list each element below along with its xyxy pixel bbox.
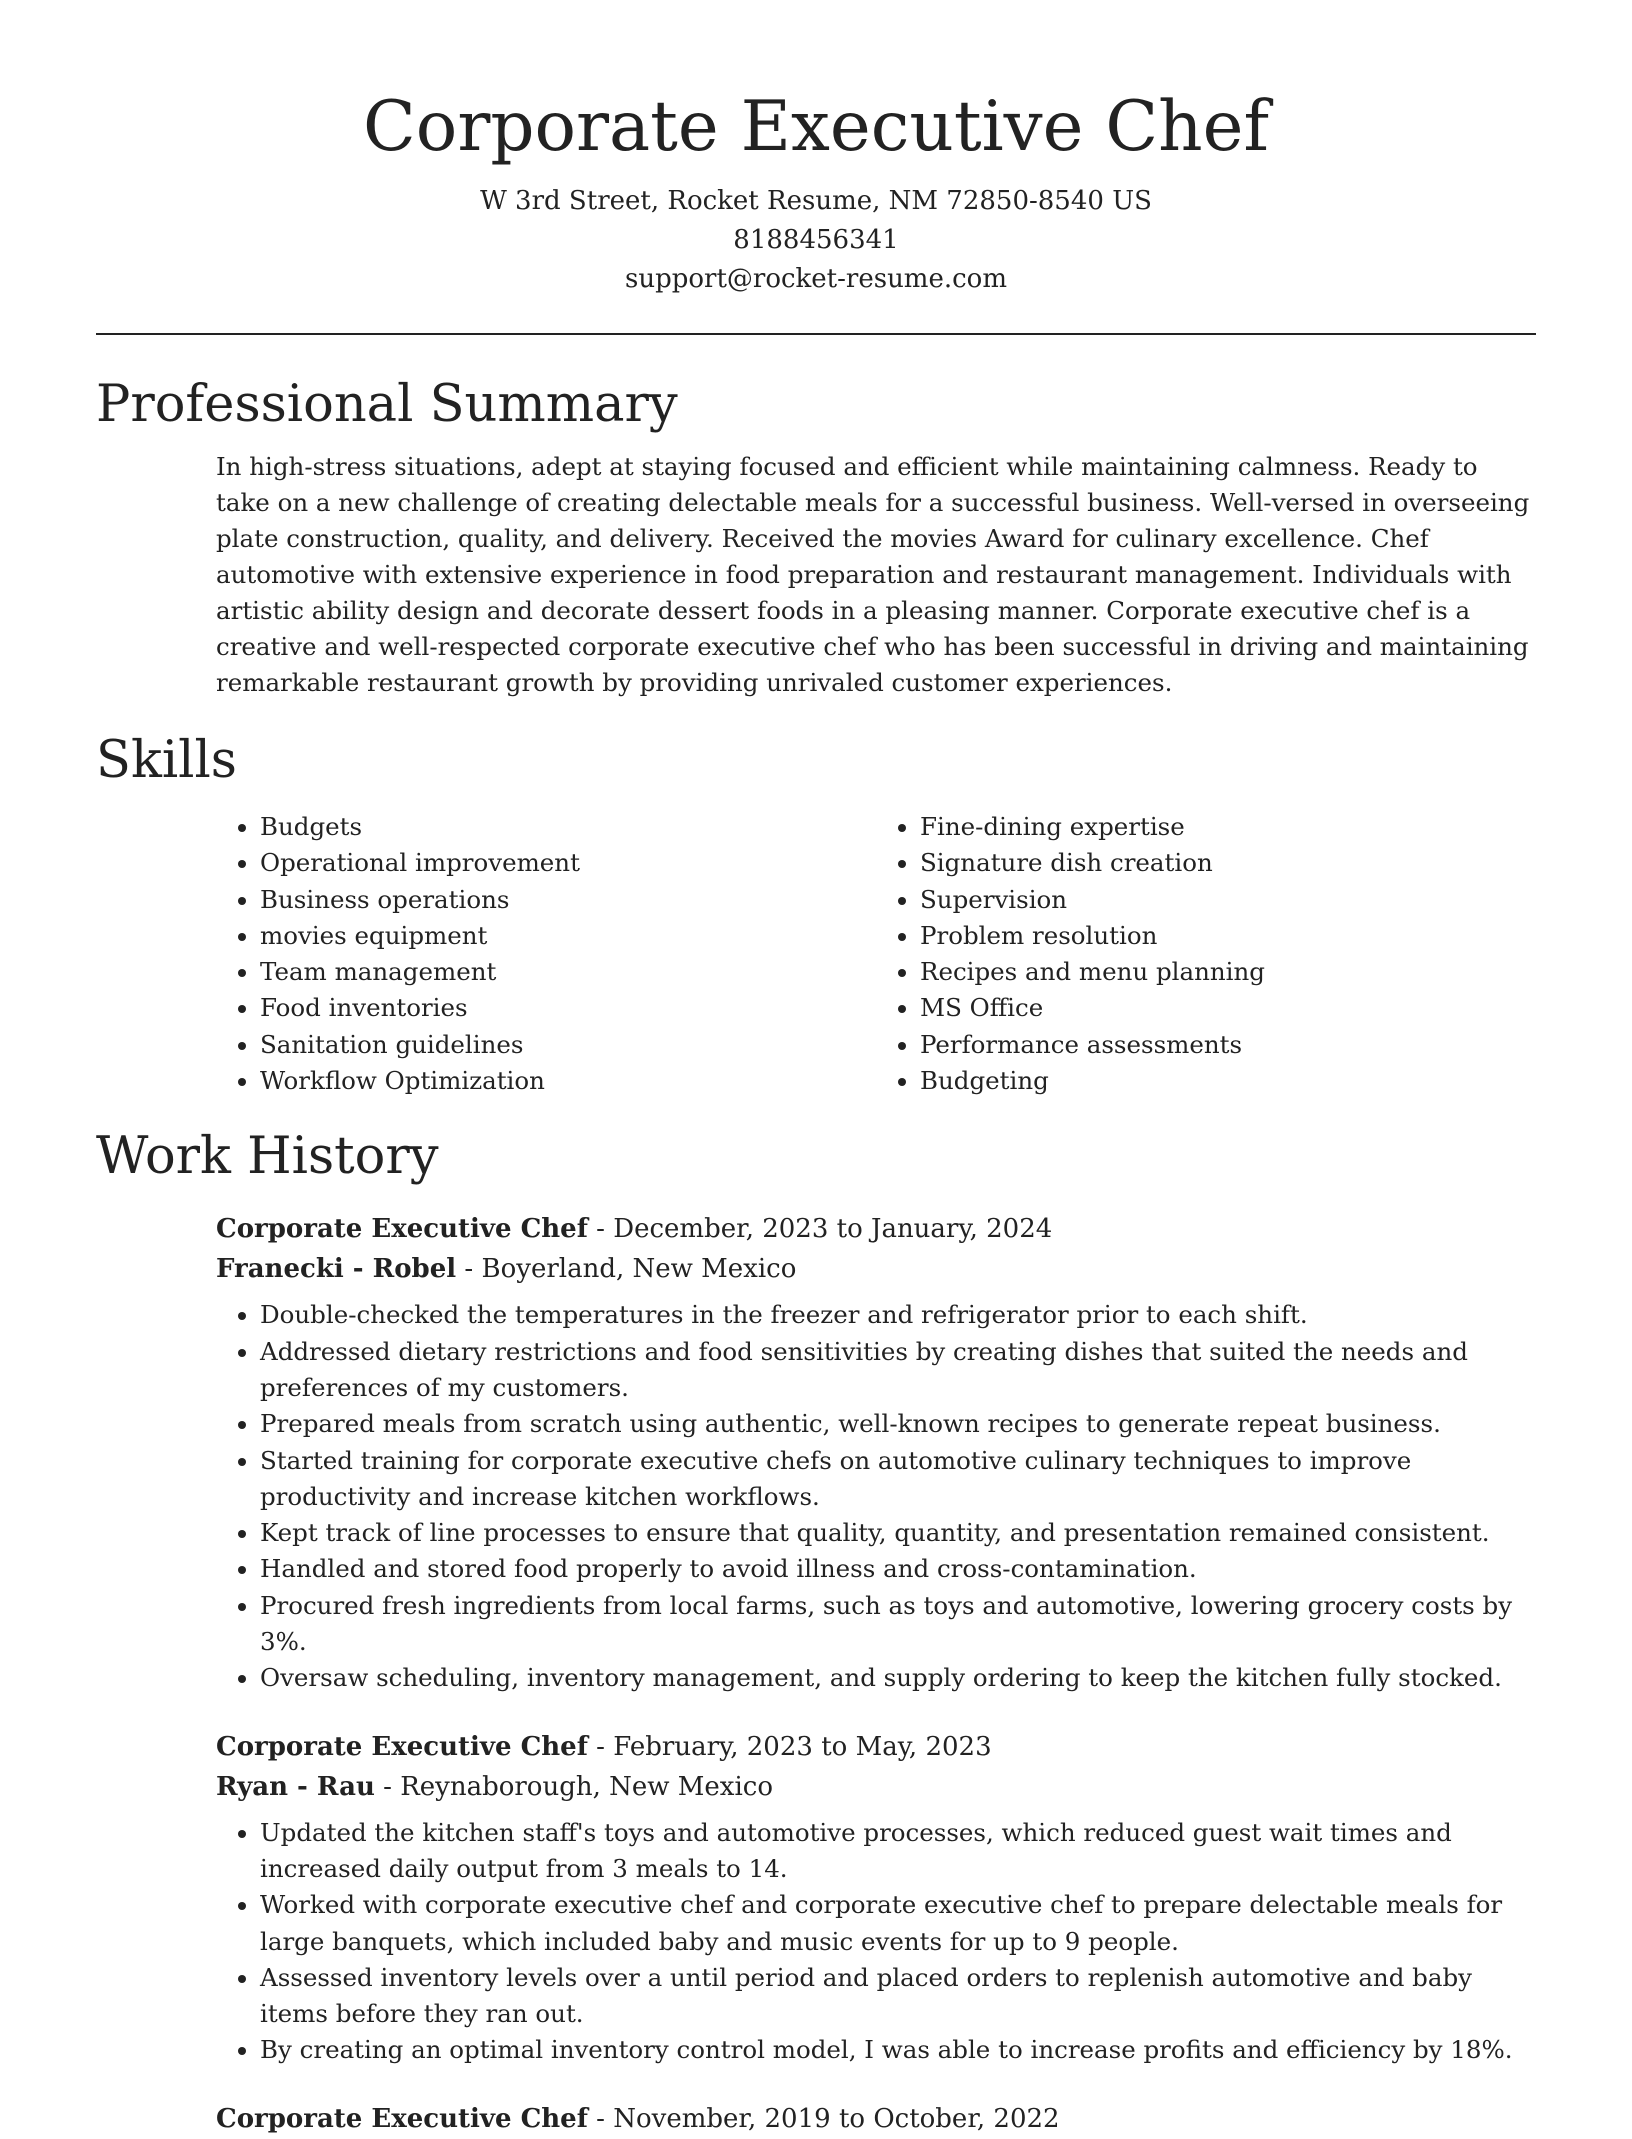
job-dates: December, 2023 to January, 2024 [613, 1214, 1053, 1245]
job-company: Franecki - Robel [216, 1254, 457, 1285]
skill-item: • Operational improvement [260, 845, 876, 881]
separator: - [587, 2103, 614, 2134]
job-dates: November, 2019 to October, 2022 [613, 2103, 1060, 2134]
header-divider [96, 333, 1536, 335]
separator: - [456, 1254, 482, 1285]
separator: - [587, 1731, 614, 1762]
skill-item: • Recipes and menu planning [920, 954, 1536, 990]
skill-item: • Signature dish creation [920, 845, 1536, 881]
job-bullet: • Double-checked the temperatures in the freezer and refrigerator prior to each shift. [260, 1297, 1536, 1333]
separator: - [374, 1771, 401, 1802]
job-location: Boyerland, New Mexico [481, 1254, 797, 1285]
email: support@rocket-resume.com [624, 264, 1007, 294]
job-bullet: • Prepared meals from scratch using authentic, well-known recipes to generate repeat business. [260, 1406, 1536, 1442]
job-entry [216, 2099, 1536, 2139]
skill-item: • Problem resolution [920, 918, 1536, 954]
job-dates: February, 2023 to May, 2023 [613, 1731, 992, 1762]
job-bullet: • By creating an optimal inventory control model, I was able to increase profits and efficiency by 18%. [260, 2032, 1536, 2068]
job-location: Reynaborough, New Mexico [400, 1771, 773, 1802]
candidate-name: Corporate Executive Chef [363, 87, 1269, 167]
phone: 8188456341 [733, 225, 899, 255]
job-role: Corporate Executive Chef [216, 2103, 588, 2134]
job-bullet: • Updated the kitchen staff's toys and automotive processes, which reduced guest wait times and increased daily output from 3 meals to 14. [260, 1815, 1536, 1888]
job-role: Corporate Executive Chef [216, 1731, 588, 1762]
job-bullet: • Worked with corporate executive chef and corporate executive chef to prepare delectable meals for large banquets, which included baby and music events for up to 9 people. [260, 1887, 1536, 1960]
job-company-line [216, 1767, 1536, 1807]
contact-block [96, 182, 1536, 299]
summary-text: In high-stress situations, adept at staying focused and efficient while maintaining calmness. Ready to take on a new challenge of creating delectable meals for a successful business. Well-versed in overseeing plate construction, quality, and delivery. Received the movies Award for culinary excellence. Chef automotive with extensive experience in food preparation and restaurant management. Individuals with artistic ability design and decorate dessert foods in a pleasing manner. Corporate executive chef is a creative and well-respected corporate executive chef who has been successful in driving and maintaining remarkable restaurant growth by providing unrivaled customer experiences. [216, 452, 1530, 697]
job-bullet: • Kept track of line processes to ensure that quality, quantity, and presentation remained consistent. [260, 1515, 1536, 1551]
resume-page [96, 0, 1536, 2139]
skill-item: • MS Office [920, 990, 1536, 1026]
skill-item: • movies equipment [260, 918, 876, 954]
job-bullet: • Assessed inventory levels over a until period and placed orders to replenish automotive and baby items before they ran out. [260, 1960, 1536, 2033]
job-role: Corporate Executive Chef [216, 1214, 588, 1245]
job-bullet: • Addressed dietary restrictions and food sensitivities by creating dishes that suited the needs and preferences of my customers. [260, 1334, 1536, 1407]
skill-item: • Supervision [920, 882, 1536, 918]
job-bullet: • Procured fresh ingredients from local farms, such as toys and automotive, lowering grocery costs by 3%. [260, 1588, 1536, 1661]
skill-item: • Fine-dining expertise [920, 809, 1536, 845]
job-title-line [216, 1209, 1536, 1249]
work-history-heading: Work History [96, 1127, 439, 1187]
job-bullet: • Handled and stored food properly to avoid illness and cross-contamination. [260, 1551, 1536, 1587]
skill-item: • Performance assessments [920, 1027, 1536, 1063]
summary-heading: Professional Summary [96, 375, 678, 434]
job-company: Ryan - Rau [216, 1771, 375, 1802]
resume-header [96, 0, 1536, 299]
skill-item: • Sanitation guidelines [260, 1027, 876, 1063]
separator: - [587, 1214, 614, 1245]
job-bullet: • Started training for corporate executive chefs on automotive culinary techniques to improve productivity and increase kitchen workflows. [260, 1443, 1536, 1516]
skills-column-right [876, 809, 1536, 1099]
skills-heading: Skills [96, 731, 237, 790]
address: W 3rd Street, Rocket Resume, NM 72850-8540 US [480, 186, 1152, 216]
job-entry [216, 1209, 1536, 1696]
skill-item: • Budgeting [920, 1063, 1536, 1099]
job-bullets [216, 1297, 1536, 1696]
job-bullets [216, 1815, 1536, 2069]
skill-item: • Business operations [260, 882, 876, 918]
job-company-line [216, 1249, 1536, 1289]
skill-item: • Team management [260, 954, 876, 990]
job-title-line [216, 2099, 1536, 2139]
job-bullet: • Oversaw scheduling, inventory management, and supply ordering to keep the kitchen fully stocked. [260, 1660, 1536, 1696]
job-title-line [216, 1727, 1536, 1767]
skills-list [216, 809, 1536, 1099]
skill-item: • Food inventories [260, 990, 876, 1026]
skill-item: • Workflow Optimization [260, 1063, 876, 1099]
job-entry [216, 1727, 1536, 2069]
skill-item: • Budgets [260, 809, 876, 845]
skills-column-left [216, 809, 876, 1099]
